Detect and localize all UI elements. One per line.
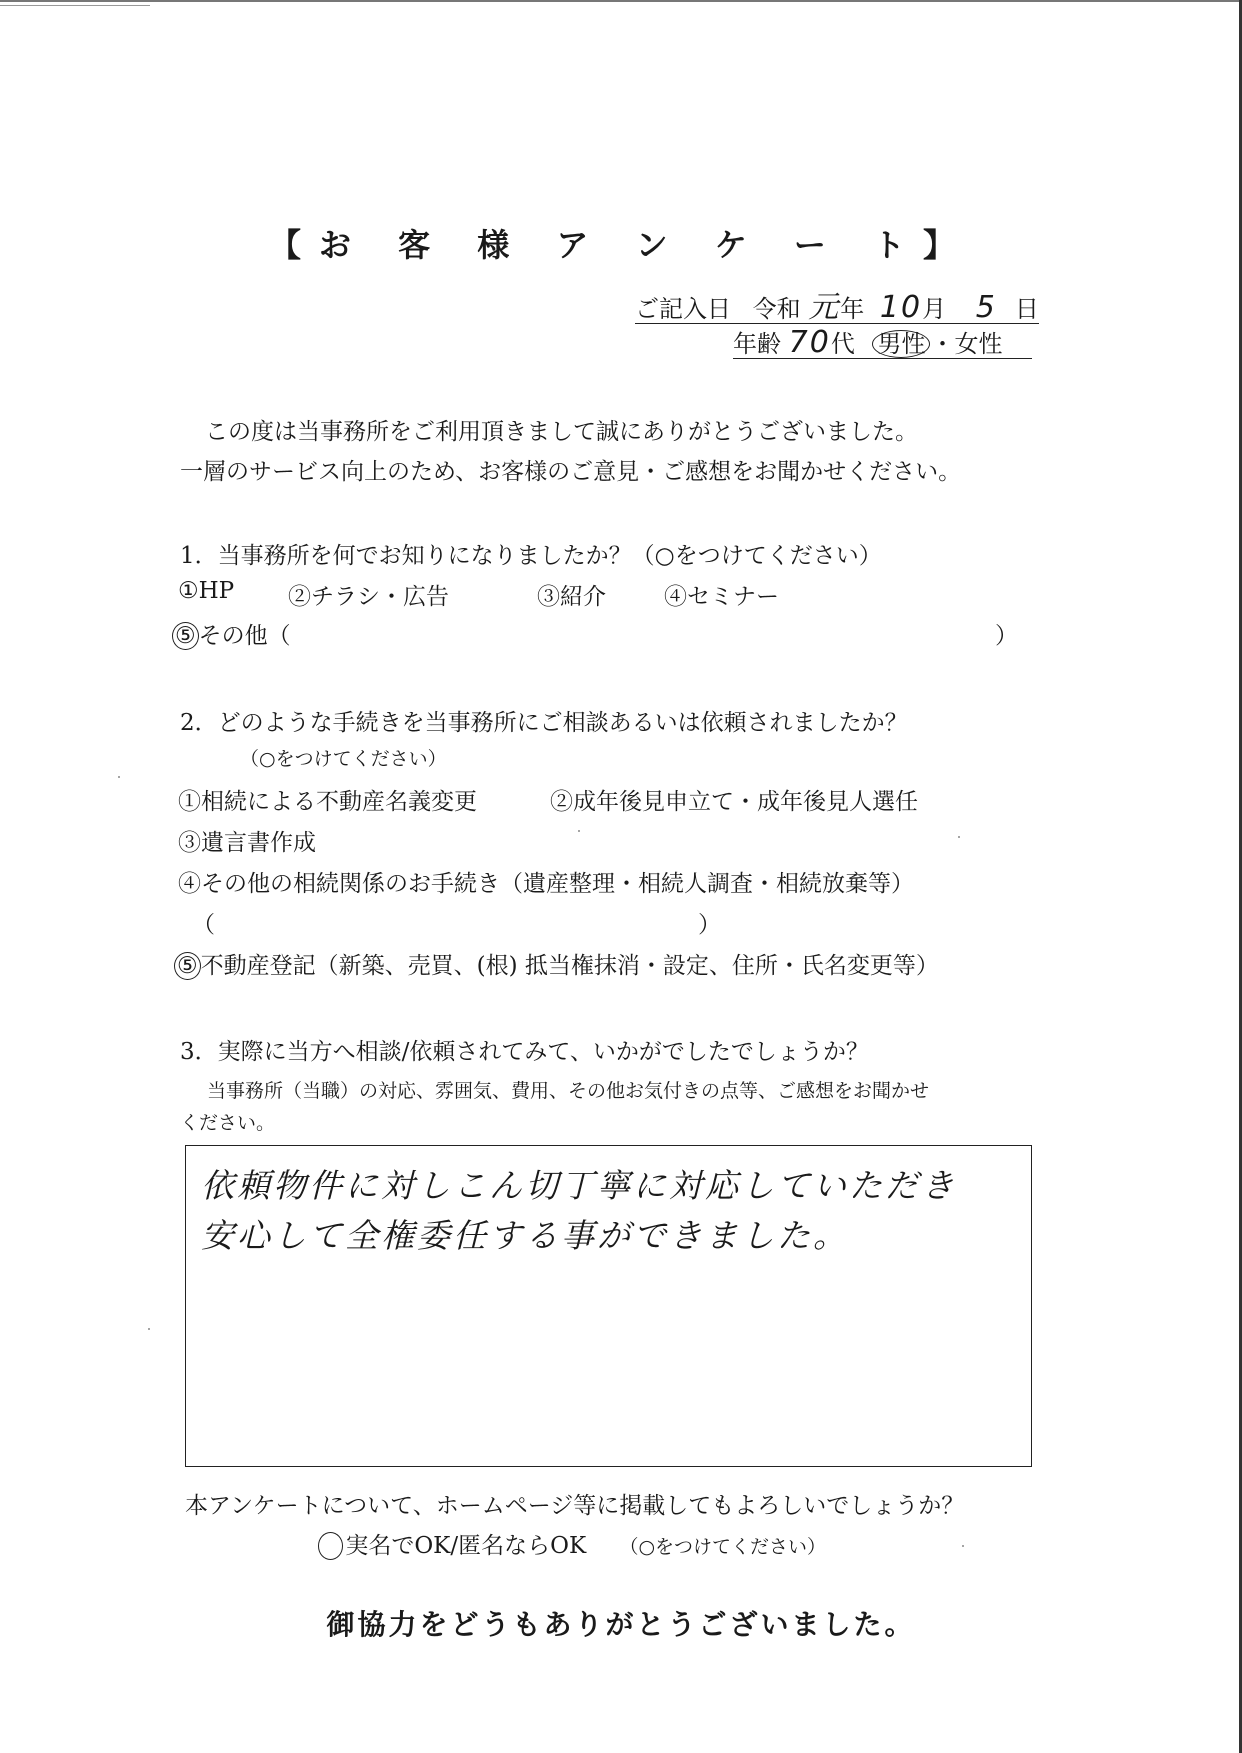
q1-question: 1．当事務所を何でお知りになりましたか？（○をつけてください） xyxy=(180,543,882,569)
scan-speck xyxy=(578,830,580,832)
q2-question: 2．どのような手続きを当事務所にご相談あるいは依頼されましたか？ xyxy=(180,710,908,736)
q1-option-flyer: ②チラシ・広告 xyxy=(288,584,449,610)
gender-female: 女性 xyxy=(954,330,1003,358)
q3-question: 3．実際に当方へ相談/依頼されてみて、いかがでしたでしょうか？ xyxy=(180,1039,869,1065)
q2-option-5 xyxy=(174,947,939,980)
q2-option-4-close-paren: ） xyxy=(698,912,721,938)
scan-top-edge xyxy=(0,0,1242,2)
q2-option-5-number-circled: ⑤ xyxy=(174,952,201,980)
entry-date-year-unit: 年 xyxy=(840,295,865,323)
entry-date-line xyxy=(635,290,1039,325)
q3-subtext-1: 当事務所（当職）の対応、雰囲気、費用、その他お気付きの点等、ご感想をお聞かせ xyxy=(207,1080,930,1102)
scan-speck xyxy=(118,776,120,778)
q2-note: （○をつけてください） xyxy=(240,748,447,770)
intro-line-1: この度は当事務所をご利用頂きまして誠にありがとうございました。 xyxy=(205,419,918,445)
entry-date-day-unit: 日 xyxy=(1014,295,1039,323)
q3-answer-line-2: 安心して全権委任する事ができました。 xyxy=(201,1216,849,1255)
entry-date-month: 10 xyxy=(879,290,923,325)
q1-option-seminar: ④セミナー xyxy=(664,584,779,610)
scan-top-edge-fragment xyxy=(0,5,150,6)
q3-answer-line-1: 依頼物件に対しこん切丁寧に対応していただき xyxy=(201,1166,957,1205)
q1-option-other xyxy=(172,617,291,650)
age-gender-line xyxy=(733,325,1032,360)
entry-date-label: ご記入日 xyxy=(635,295,731,323)
q1-option-hp: ①HP xyxy=(178,578,235,604)
scan-speck xyxy=(962,1545,964,1547)
q2-option-5-text: 不動産登記（新築、売買、(根) 抵当権抹消・設定、住所・氏名変更等） xyxy=(200,953,939,979)
q1-other-number-circled: ⑤ xyxy=(172,622,199,650)
q2-option-4-open-paren: （ xyxy=(192,912,215,938)
gender-male-circled: 男性 xyxy=(872,330,930,358)
entry-date-era: 令和 xyxy=(752,295,801,323)
q2-option-1: ①相続による不動産名義変更 xyxy=(178,789,477,815)
publish-question: 本アンケートについて、ホームページ等に掲載してもよろしいでしょうか？ xyxy=(185,1493,965,1519)
q1-other-label: その他（ xyxy=(198,623,291,649)
publish-option-anonymous: 匿名ならOK xyxy=(458,1533,587,1559)
age-value: 70 xyxy=(788,325,831,360)
age-label: 年齢 xyxy=(733,330,781,358)
q2-option-4: ④その他の相続関係のお手続き（遺産整理・相続人調査・相続放棄等） xyxy=(178,871,914,897)
q3-answer-box xyxy=(185,1145,1032,1467)
publish-option-separator: / xyxy=(450,1533,459,1559)
scan-speck xyxy=(148,1328,150,1330)
entry-date-month-unit: 月 xyxy=(922,295,947,323)
entry-date-day: 5 xyxy=(975,290,997,325)
q2-option-3: ③遺言書作成 xyxy=(178,830,316,856)
q2-option-2: ②成年後見申立て・成年後見人選任 xyxy=(550,789,918,815)
entry-date-row xyxy=(635,282,1039,326)
closing-thanks: 御協力をどうもありがとうございました。 xyxy=(326,1608,916,1641)
age-gender-row xyxy=(733,324,1032,360)
publish-note: （○をつけてください） xyxy=(619,1536,827,1558)
intro-line-2: 一層のサービス向上のため、お客様のご意見・ご感想をお聞かせください。 xyxy=(180,459,962,485)
publish-option-real-name: 実名でOK xyxy=(345,1533,451,1559)
gender-separator: ・ xyxy=(930,330,955,358)
q1-option-referral: ③紹介 xyxy=(537,584,606,610)
q3-subtext-2: ください。 xyxy=(180,1112,276,1134)
q1-other-close-paren: ） xyxy=(995,623,1018,649)
scan-speck xyxy=(958,836,960,838)
entry-date-year: 元 xyxy=(808,290,841,325)
publish-options xyxy=(318,1527,826,1560)
age-unit: 代 xyxy=(830,330,855,358)
survey-title: 【お 客 様 ア ン ケ ー ト】 xyxy=(269,226,973,264)
publish-real-name-circle xyxy=(318,1532,343,1560)
